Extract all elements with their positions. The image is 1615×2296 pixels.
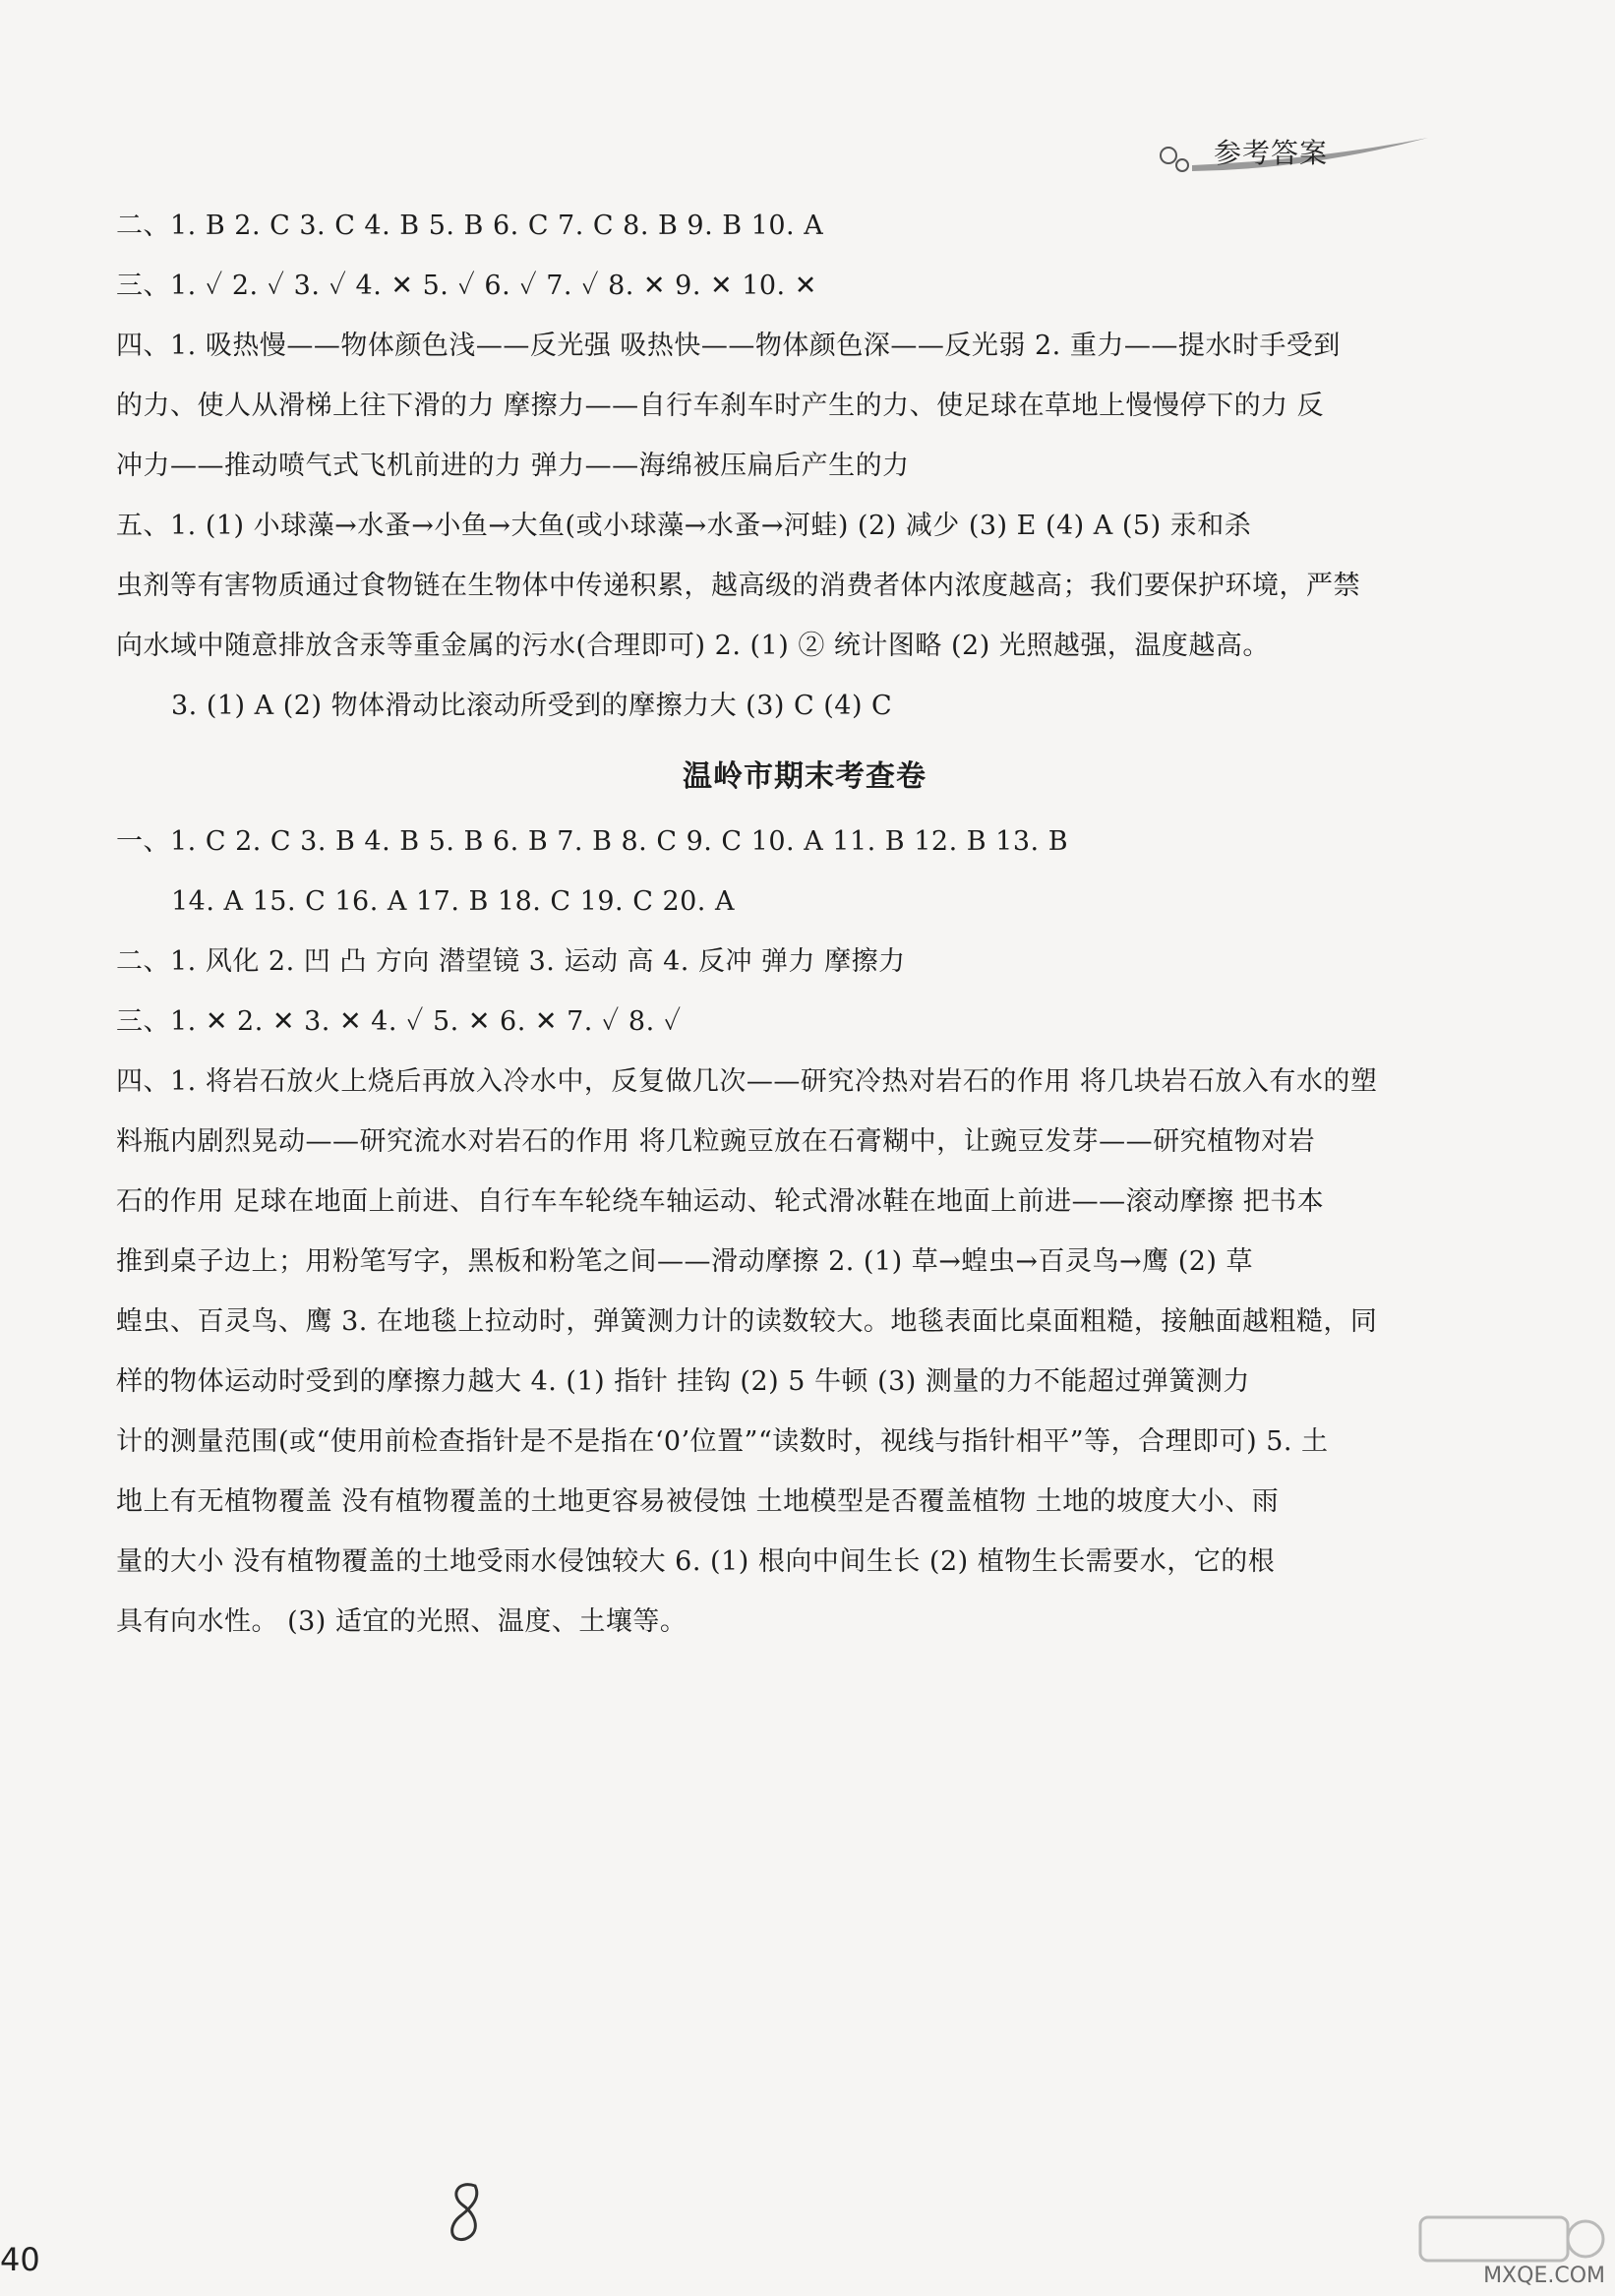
answer-content	[116, 207, 1493, 1642]
answer-line: 二、1. 风化 2. 凹 凸 方向 潜望镜 3. 运动 高 4. 反冲 弹力 摩擦力	[116, 946, 906, 977]
answer-line: 石的作用 足球在地面上前进、自行车车轮绕车轴运动、轮式滑冰鞋在地面上前进——滚动摩擦 把书本	[116, 1186, 1325, 1217]
badge-text: 参考答案	[1214, 137, 1329, 169]
answer-line: 二、1. B 2. C 3. C 4. B 5. B 6. C 7. C 8. B 9. B 10. A	[116, 211, 824, 241]
watermark-text: MXQE.COM	[1483, 2264, 1605, 2288]
page-number: 40	[0, 2241, 40, 2278]
answer-line: 计的测量范围(或“使用前检查指针是不是指在‘0’位置”“读数时，视线与指针相平”等，合理即可) 5. 土	[116, 1426, 1329, 1457]
answer-line: 虫剂等有害物质通过食物链在生物体中传递积累，越高级的消费者体内浓度越高；我们要保护环境，严禁	[116, 571, 1360, 601]
handwritten-mark-icon	[438, 2178, 497, 2247]
answer-line: 冲力——推动喷气式飞机前进的力 弹力——海绵被压扁后产生的力	[116, 451, 910, 481]
answer-line: 具有向水性。 (3) 适宜的光照、温度、土壤等。	[116, 1606, 688, 1637]
answer-line: 四、1. 吸热慢——物体颜色浅——反光强 吸热快——物体颜色深——反光弱 2. 重力——提水时手受到	[116, 331, 1341, 361]
section-title: 温岭市期末考查卷	[683, 759, 927, 794]
answer-line: 的力、使人从滑梯上往下滑的力 摩擦力——自行车刹车时产生的力、使足球在草地上慢慢停下的力 反	[116, 391, 1325, 421]
answer-line: 样的物体运动时受到的摩擦力越大 4. (1) 指针 挂钩 (2) 5 牛顿 (3) 测量的力不能超过弹簧测力	[116, 1366, 1250, 1397]
answer-line: 三、1. ✓ 2. ✓ 3. ✓ 4. ✕ 5. ✓ 6. ✓ 7. ✓ 8. ✕ 9. ✕ 10. ✕	[116, 271, 817, 301]
answer-line: 五、1. (1) 小球藻→水蚤→小鱼→大鱼(或小球藻→水蚤→河蛙) (2) 减少 (3) E (4) A (5) 汞和杀	[116, 511, 1252, 541]
answer-line: 推到桌子边上；用粉笔写字，黑板和粉笔之间——滑动摩擦 2. (1) 草→蝗虫→百灵鸟→鹰 (2) 草	[116, 1246, 1254, 1277]
answer-line: 料瓶内剧烈晃动——研究流水对岩石的作用 将几粒豌豆放在石膏糊中，让豌豆发芽——研究植物对岩	[116, 1126, 1316, 1157]
answer-line: 四、1. 将岩石放火上烧后再放入冷水中，反复做几次——研究冷热对岩石的作用 将几块岩石放入有水的塑	[116, 1066, 1378, 1097]
reference-answer-badge	[1153, 130, 1438, 179]
answer-line: 14. A 15. C 16. A 17. B 18. C 19. C 20. A	[171, 886, 735, 917]
answer-line: 3. (1) A (2) 物体滑动比滚动所受到的摩擦力大 (3) C (4) C	[171, 691, 893, 721]
answer-line: 量的大小 没有植物覆盖的土地受雨水侵蚀较大 6. (1) 根向中间生长 (2) 植物生长需要水，它的根	[116, 1546, 1276, 1577]
answer-line: 向水域中随意排放含汞等重金属的污水(合理即可) 2. (1) ② 统计图略 (2) 光照越强，温度越高。	[116, 631, 1270, 661]
answer-line: 蝗虫、百灵鸟、鹰 3. 在地毯上拉动时，弹簧测力计的读数较大。地毯表面比桌面粗糙，接触面越粗糙，同	[116, 1306, 1378, 1337]
answer-line: 三、1. ✕ 2. ✕ 3. ✕ 4. ✓ 5. ✕ 6. ✕ 7. ✓ 8. ✓	[116, 1006, 682, 1037]
answer-line: 地上有无植物覆盖 没有植物覆盖的土地更容易被侵蚀 土地模型是否覆盖植物 土地的坡度大小、雨	[116, 1486, 1280, 1517]
answer-line: 一、1. C 2. C 3. B 4. B 5. B 6. B 7. B 8. C 9. C 10. A 11. B 12. B 13. B	[116, 826, 1069, 857]
